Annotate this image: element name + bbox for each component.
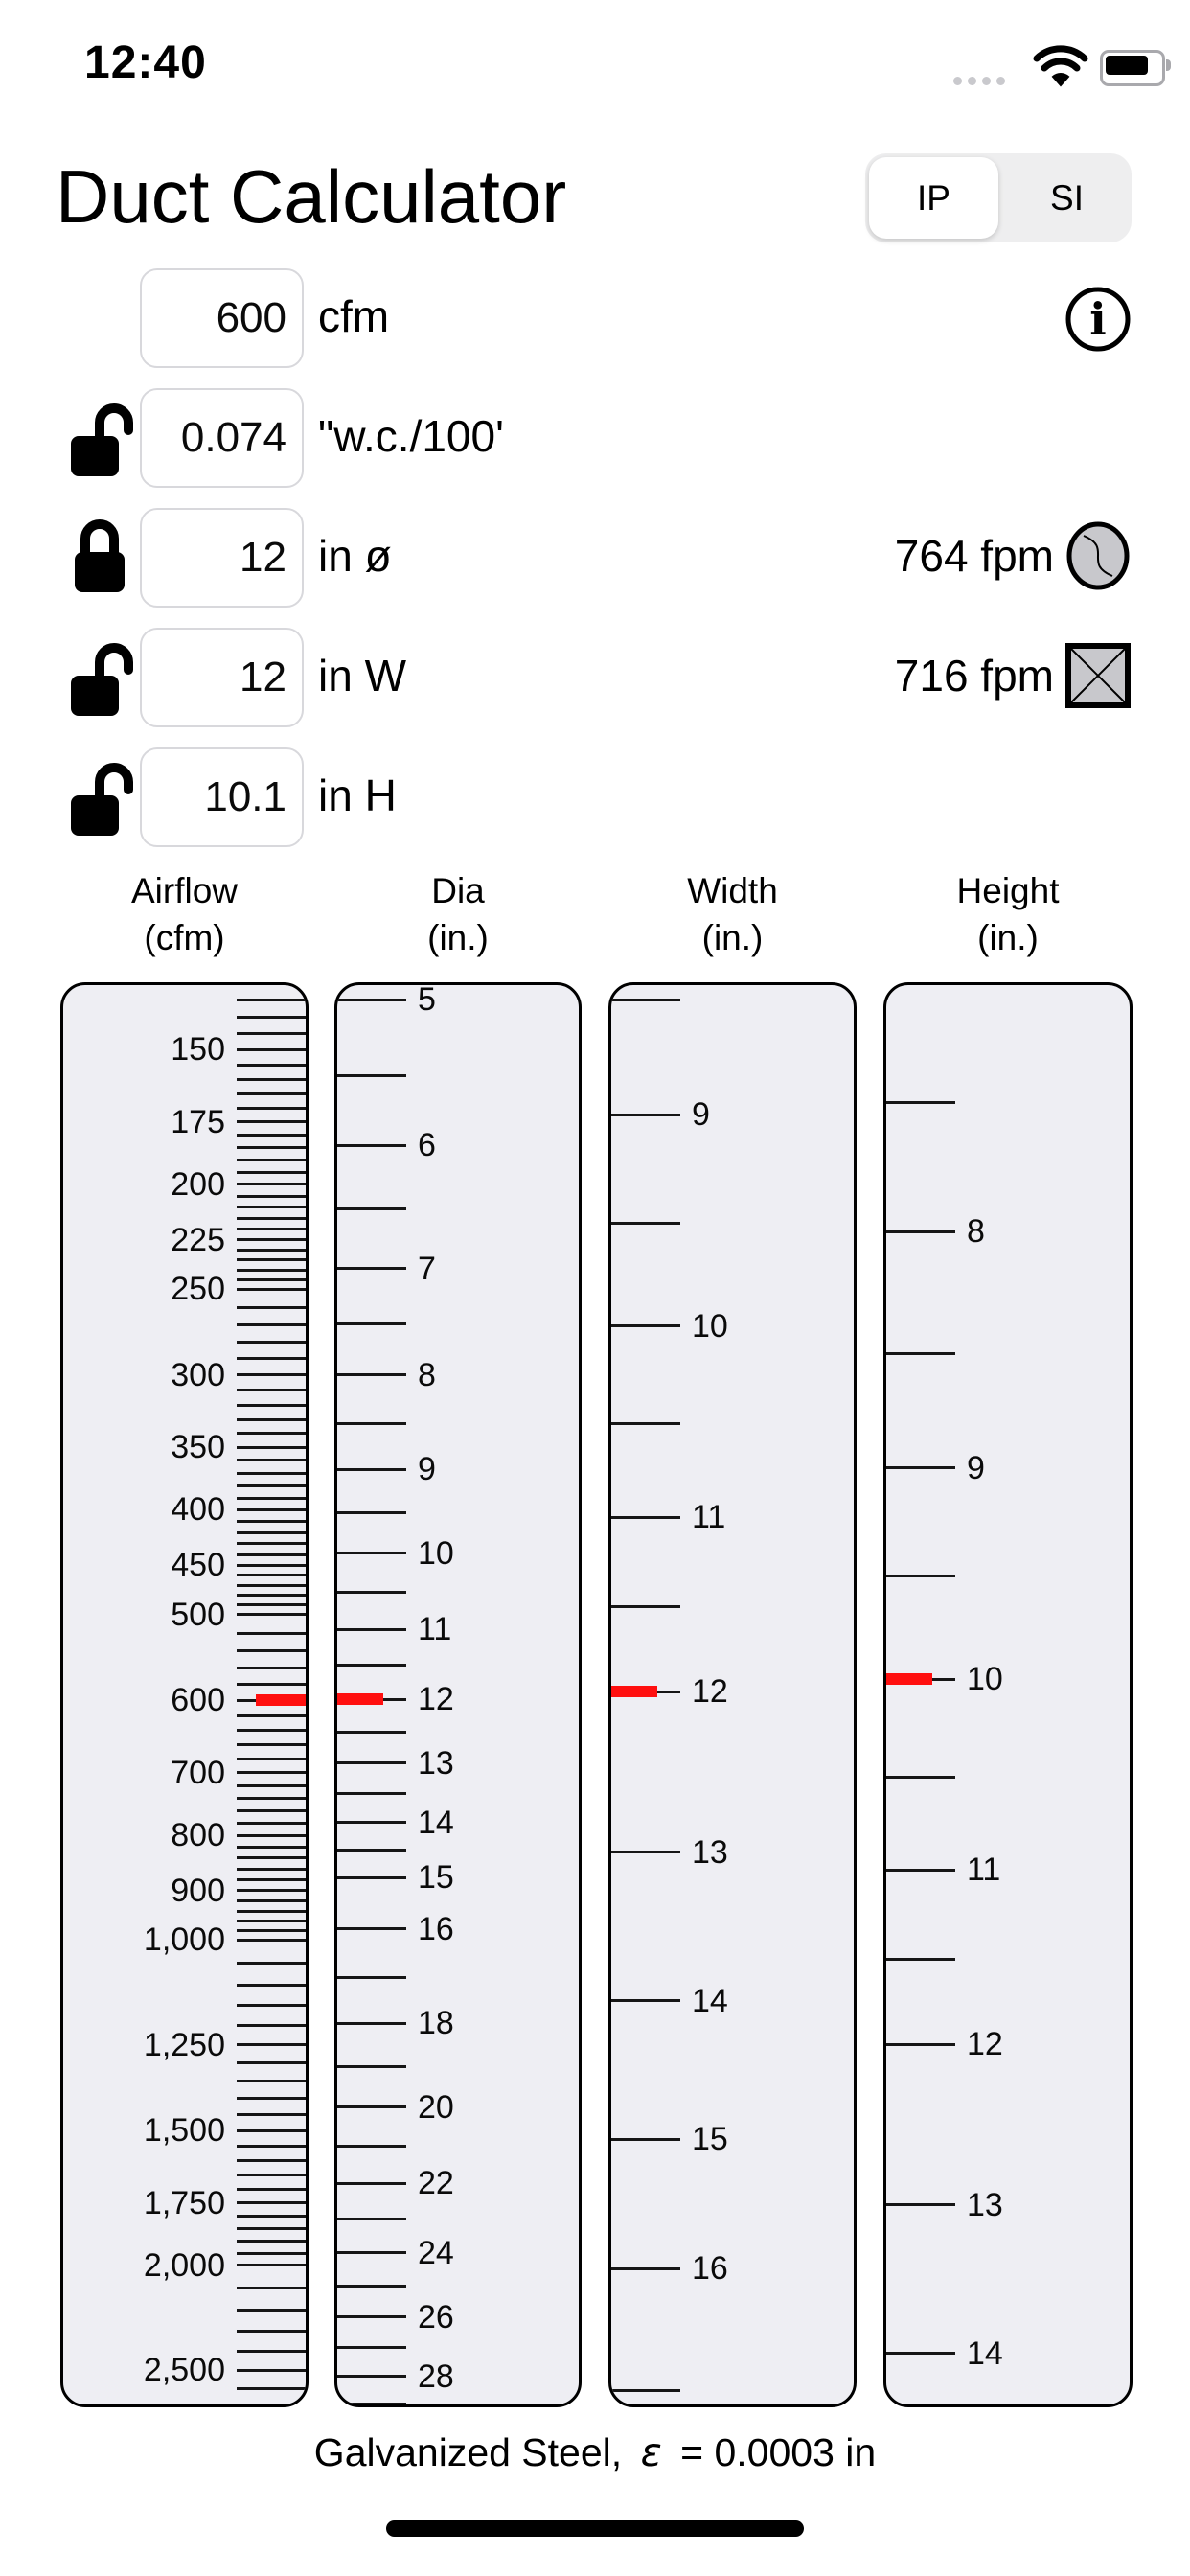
dia-tick-label: 22 bbox=[418, 2165, 454, 2202]
airflow-tick-label: 1,250 bbox=[143, 2026, 225, 2063]
width-tick-label: 13 bbox=[692, 1833, 728, 1871]
airflow-tick bbox=[237, 1107, 306, 1110]
dia-tick bbox=[337, 2065, 406, 2068]
airflow-tick-label: 600 bbox=[171, 1682, 225, 1719]
width-tick bbox=[611, 2389, 680, 2392]
airflow-tick-label: 1,750 bbox=[143, 2184, 225, 2221]
dia-tick bbox=[337, 1876, 406, 1879]
airflow-tick bbox=[237, 1418, 306, 1421]
height-tick bbox=[886, 1869, 955, 1872]
airflow-tick-label: 450 bbox=[171, 1547, 225, 1584]
height-tick bbox=[886, 2043, 955, 2046]
height-tick bbox=[886, 2352, 955, 2355]
airflow-field[interactable] bbox=[140, 268, 304, 368]
airflow-tick bbox=[237, 1146, 306, 1149]
airflow-tick bbox=[237, 1484, 306, 1487]
airflow-tick bbox=[237, 1048, 306, 1051]
dia-tick bbox=[337, 1591, 406, 1594]
dia-tick-label: 16 bbox=[418, 1910, 454, 1947]
width-tick bbox=[611, 1422, 680, 1425]
airflow-tick bbox=[237, 1306, 306, 1309]
width-velocity-result: 716 fpm bbox=[894, 651, 1054, 701]
airflow-tick-label: 500 bbox=[171, 1596, 225, 1633]
width-tick bbox=[611, 1999, 680, 2002]
dia-tick bbox=[337, 1322, 406, 1325]
airflow-tick bbox=[237, 1183, 306, 1185]
airflow-tick bbox=[237, 1920, 306, 1922]
airflow-tick bbox=[237, 1016, 306, 1019]
dia-tick bbox=[337, 2375, 406, 2378]
height-tick bbox=[886, 1230, 955, 1233]
airflow-tick bbox=[237, 1228, 306, 1230]
airflow-tick bbox=[237, 1032, 306, 1035]
airflow-tick bbox=[237, 1446, 306, 1449]
height-field[interactable] bbox=[140, 748, 304, 847]
width-tick bbox=[611, 1851, 680, 1853]
airflow-tick-label: 250 bbox=[171, 1271, 225, 1308]
width-scale-header: Width (in.) bbox=[687, 871, 778, 957]
width-tick-label: 15 bbox=[692, 2121, 728, 2158]
width-value[interactable]: 12 bbox=[240, 654, 286, 701]
airflow-tick bbox=[237, 1594, 306, 1597]
airflow-ruler[interactable] bbox=[60, 982, 309, 2407]
width-ruler[interactable] bbox=[608, 982, 857, 2407]
airflow-tick bbox=[237, 2080, 306, 2082]
airflow-tick bbox=[237, 1078, 306, 1081]
dia-tick-label: 26 bbox=[418, 2298, 454, 2335]
dia-tick bbox=[337, 2182, 406, 2185]
friction-field[interactable] bbox=[140, 388, 304, 488]
airflow-tick bbox=[237, 1574, 306, 1576]
dia-tick-label: 9 bbox=[418, 1451, 436, 1488]
cellular-dots-icon bbox=[953, 77, 1005, 85]
diameter-velocity-result: 764 fpm bbox=[894, 531, 1054, 581]
airflow-tick bbox=[237, 1120, 306, 1123]
airflow-tick bbox=[237, 1834, 306, 1837]
airflow-tick bbox=[237, 1531, 306, 1534]
height-tick-label: 10 bbox=[967, 1661, 1003, 1697]
lock-open-icon-friction[interactable] bbox=[67, 394, 132, 476]
dia-tick bbox=[337, 1511, 406, 1514]
dia-tick-label: 20 bbox=[418, 2088, 454, 2126]
airflow-tick bbox=[237, 2097, 306, 2100]
height-tick-label: 13 bbox=[967, 2186, 1003, 2223]
airflow-tick bbox=[237, 2129, 306, 2132]
airflow-tick bbox=[237, 2252, 306, 2255]
dia-tick bbox=[337, 1074, 406, 1077]
airflow-tick bbox=[237, 1542, 306, 1545]
width-tick bbox=[611, 999, 680, 1001]
round-duct-icon bbox=[1064, 521, 1133, 590]
dia-tick-label: 24 bbox=[418, 2234, 454, 2271]
airflow-tick bbox=[237, 1432, 306, 1435]
airflow-tick bbox=[237, 1584, 306, 1587]
airflow-tick bbox=[237, 1195, 306, 1198]
dia-current-indicator bbox=[337, 1693, 383, 1705]
lock-open-icon-height[interactable] bbox=[67, 753, 132, 836]
airflow-tick-label: 350 bbox=[171, 1429, 225, 1466]
dia-tick bbox=[337, 1144, 406, 1147]
airflow-tick bbox=[237, 1472, 306, 1475]
airflow-tick bbox=[237, 1404, 306, 1407]
width-tick bbox=[611, 1324, 680, 1327]
airflow-tick bbox=[237, 2287, 306, 2289]
height-tick-label: 8 bbox=[967, 1213, 985, 1251]
airflow-tick bbox=[237, 2061, 306, 2064]
airflow-tick-label: 2,000 bbox=[143, 2246, 225, 2284]
airflow-tick bbox=[237, 1667, 306, 1669]
dia-tick bbox=[337, 2218, 406, 2220]
dia-tick-label: 15 bbox=[418, 1859, 454, 1897]
dia-tick bbox=[337, 999, 406, 1001]
airflow-tick-label: 400 bbox=[171, 1491, 225, 1529]
airflow-tick bbox=[237, 1553, 306, 1556]
airflow-tick bbox=[237, 2350, 306, 2353]
width-tick-label: 12 bbox=[692, 1673, 728, 1711]
toggle-option-ip[interactable]: IP bbox=[869, 157, 998, 239]
dia-tick bbox=[337, 1976, 406, 1979]
rect-duct-icon bbox=[1064, 641, 1133, 710]
page-title: Duct Calculator bbox=[56, 154, 567, 239]
airflow-tick-label: 900 bbox=[171, 1872, 225, 1909]
dia-tick bbox=[337, 2285, 406, 2288]
width-tick-label: 11 bbox=[692, 1499, 726, 1536]
airflow-tick bbox=[237, 1809, 306, 1812]
airflow-tick-label: 225 bbox=[171, 1221, 225, 1258]
airflow-tick bbox=[237, 1771, 306, 1774]
width-tick bbox=[611, 1114, 680, 1116]
airflow-tick-label: 1,500 bbox=[143, 2112, 225, 2149]
airflow-tick bbox=[237, 1632, 306, 1635]
airflow-tick bbox=[237, 1962, 306, 1965]
dia-tick bbox=[337, 1552, 406, 1554]
width-tick-label: 14 bbox=[692, 1982, 728, 2019]
airflow-tick bbox=[237, 1797, 306, 1800]
dia-tick bbox=[337, 2022, 406, 2025]
width-tick bbox=[611, 2138, 680, 2141]
airflow-tick bbox=[237, 2188, 306, 2191]
dia-tick bbox=[337, 1373, 406, 1376]
airflow-tick bbox=[237, 1134, 306, 1137]
height-tick-label: 9 bbox=[967, 1449, 985, 1486]
airflow-tick bbox=[237, 2043, 306, 2046]
airflow-tick bbox=[237, 2227, 306, 2230]
height-value[interactable]: 10.1 bbox=[204, 773, 286, 820]
airflow-tick bbox=[237, 1939, 306, 1942]
lock-open-icon-width[interactable] bbox=[67, 633, 132, 716]
dia-tick-label: 13 bbox=[418, 1744, 454, 1782]
airflow-tick bbox=[237, 2113, 306, 2116]
friction-unit-label: "w.c./100' bbox=[318, 411, 504, 461]
airflow-tick bbox=[237, 1249, 306, 1252]
airflow-tick bbox=[237, 1846, 306, 1849]
airflow-tick bbox=[237, 2240, 306, 2242]
width-tick-label: 9 bbox=[692, 1096, 710, 1133]
airflow-tick bbox=[237, 2264, 306, 2266]
airflow-tick bbox=[237, 1238, 306, 1241]
airflow-tick-label: 300 bbox=[171, 1356, 225, 1393]
airflow-tick bbox=[237, 2330, 306, 2333]
airflow-tick bbox=[237, 1889, 306, 1892]
airflow-tick-label: 800 bbox=[171, 1817, 225, 1854]
airflow-tick bbox=[237, 1159, 306, 1162]
airflow-tick bbox=[237, 1341, 306, 1344]
dia-tick-label: 10 bbox=[418, 1534, 454, 1572]
airflow-tick bbox=[237, 1743, 306, 1746]
diameter-field[interactable] bbox=[140, 508, 304, 608]
dia-tick bbox=[337, 2315, 406, 2318]
airflow-tick bbox=[237, 1613, 306, 1616]
airflow-tick bbox=[237, 1984, 306, 1987]
wifi-icon bbox=[1031, 42, 1090, 88]
width-current-indicator bbox=[611, 1686, 657, 1697]
width-tick bbox=[611, 1222, 680, 1225]
airflow-tick-label: 700 bbox=[171, 1754, 225, 1791]
dia-tick bbox=[337, 2251, 406, 2254]
airflow-tick bbox=[237, 1758, 306, 1760]
airflow-tick bbox=[237, 1288, 306, 1291]
airflow-tick bbox=[237, 2309, 306, 2312]
airflow-tick bbox=[237, 1459, 306, 1461]
dia-tick bbox=[337, 1927, 406, 1930]
dia-tick bbox=[337, 1761, 406, 1764]
height-tick bbox=[886, 1958, 955, 1961]
dia-tick bbox=[337, 1849, 406, 1852]
height-tick-label: 14 bbox=[967, 2334, 1003, 2372]
airflow-tick bbox=[237, 1683, 306, 1686]
dia-tick-label: 5 bbox=[418, 982, 436, 1018]
dia-scale-header: Dia (in.) bbox=[427, 871, 489, 957]
airflow-tick bbox=[237, 1171, 306, 1174]
airflow-tick-label: 175 bbox=[171, 1103, 225, 1140]
height-tick bbox=[886, 1101, 955, 1104]
airflow-value[interactable]: 600 bbox=[216, 294, 286, 341]
airflow-tick bbox=[237, 1910, 306, 1913]
dia-tick-label: 8 bbox=[418, 1356, 436, 1393]
airflow-tick bbox=[237, 2387, 306, 2390]
airflow-tick bbox=[237, 1258, 306, 1261]
airflow-tick bbox=[237, 2024, 306, 2027]
airflow-tick bbox=[237, 2145, 306, 2148]
diameter-value[interactable]: 12 bbox=[240, 534, 286, 581]
airflow-tick bbox=[237, 1729, 306, 1732]
width-tick-label: 16 bbox=[692, 2250, 728, 2288]
height-tick bbox=[886, 1575, 955, 1577]
airflow-tick bbox=[237, 1856, 306, 1859]
height-tick bbox=[886, 1352, 955, 1355]
airflow-tick bbox=[237, 1064, 306, 1067]
toggle-option-si[interactable]: SI bbox=[1050, 178, 1084, 218]
height-tick-label: 12 bbox=[967, 2026, 1003, 2063]
airflow-tick bbox=[237, 1784, 306, 1787]
airflow-tick bbox=[237, 2215, 306, 2218]
height-unit-label: in H bbox=[318, 770, 397, 820]
airflow-tick bbox=[237, 1714, 306, 1717]
dia-tick-label: 18 bbox=[418, 2005, 454, 2042]
dia-tick bbox=[337, 1468, 406, 1471]
width-tick-label: 10 bbox=[692, 1307, 728, 1345]
airflow-tick bbox=[237, 2159, 306, 2162]
airflow-tick bbox=[237, 1564, 306, 1567]
airflow-tick bbox=[237, 1520, 306, 1523]
airflow-tick bbox=[237, 1092, 306, 1095]
diameter-unit-label: in ø bbox=[318, 531, 392, 581]
dia-tick bbox=[337, 2346, 406, 2349]
dia-tick bbox=[337, 1821, 406, 1824]
dia-tick-label: 7 bbox=[418, 1250, 436, 1287]
airflow-tick bbox=[237, 1389, 306, 1392]
airflow-tick-label: 1,000 bbox=[143, 1921, 225, 1959]
dia-tick-label: 11 bbox=[418, 1611, 452, 1648]
dia-tick bbox=[337, 1731, 406, 1734]
dia-tick bbox=[337, 1628, 406, 1631]
airflow-tick bbox=[237, 1357, 306, 1360]
info-circle-icon[interactable] bbox=[1064, 285, 1133, 354]
height-scale-header: Height (in.) bbox=[956, 871, 1060, 957]
airflow-tick bbox=[237, 1899, 306, 1902]
airflow-tick bbox=[237, 2201, 306, 2204]
airflow-tick bbox=[237, 2369, 306, 2372]
dia-tick bbox=[337, 1267, 406, 1270]
airflow-tick bbox=[237, 1822, 306, 1825]
airflow-tick-label: 150 bbox=[171, 1031, 225, 1068]
airflow-tick bbox=[237, 1323, 306, 1326]
lock-closed-icon-diameter[interactable] bbox=[67, 514, 132, 596]
height-ruler[interactable] bbox=[883, 982, 1133, 2407]
airflow-tick bbox=[237, 1649, 306, 1652]
width-tick bbox=[611, 1605, 680, 1608]
airflow-tick bbox=[237, 1497, 306, 1500]
dia-tick bbox=[337, 1664, 406, 1667]
dia-tick-label: 6 bbox=[418, 1127, 436, 1164]
home-indicator[interactable] bbox=[386, 2520, 804, 2537]
airflow-tick bbox=[237, 1603, 306, 1606]
dia-ruler[interactable] bbox=[334, 982, 582, 2407]
status-time: 12:40 bbox=[84, 37, 207, 88]
airflow-current-indicator bbox=[256, 1694, 306, 1706]
airflow-tick-label: 2,500 bbox=[143, 2352, 225, 2389]
airflow-tick bbox=[237, 1373, 306, 1376]
unit-system-toggle bbox=[865, 153, 1132, 242]
airflow-tick bbox=[237, 1508, 306, 1511]
svg-text:i: i bbox=[1089, 293, 1107, 345]
airflow-tick bbox=[237, 2004, 306, 2007]
airflow-tick bbox=[237, 1868, 306, 1871]
friction-value[interactable]: 0.074 bbox=[180, 414, 286, 461]
width-unit-label: in W bbox=[318, 651, 406, 701]
airflow-tick bbox=[237, 1217, 306, 1220]
dia-tick-label: 12 bbox=[418, 1681, 454, 1717]
airflow-scale-header: Airflow (cfm) bbox=[130, 871, 239, 957]
airflow-tick bbox=[237, 1878, 306, 1881]
airflow-unit-label: cfm bbox=[318, 291, 390, 341]
airflow-tick bbox=[237, 999, 306, 1001]
width-field[interactable] bbox=[140, 628, 304, 727]
airflow-tick bbox=[237, 1929, 306, 1932]
material-label: Galvanized Steel, ε = 0.0003 in bbox=[313, 2429, 877, 2475]
dia-tick bbox=[337, 1792, 406, 1795]
height-tick bbox=[886, 1466, 955, 1469]
dia-tick bbox=[337, 1422, 406, 1425]
dia-tick bbox=[337, 2403, 406, 2405]
height-tick-label: 11 bbox=[967, 1852, 1001, 1889]
height-tick bbox=[886, 2203, 955, 2206]
dia-tick bbox=[337, 1208, 406, 1210]
airflow-tick bbox=[237, 2174, 306, 2176]
height-tick bbox=[886, 1776, 955, 1779]
airflow-tick bbox=[237, 1278, 306, 1281]
dia-tick bbox=[337, 2145, 406, 2148]
airflow-tick bbox=[237, 1269, 306, 1272]
dia-tick bbox=[337, 2105, 406, 2108]
dia-tick-label: 14 bbox=[418, 1804, 454, 1841]
width-tick bbox=[611, 2267, 680, 2270]
width-tick bbox=[611, 1516, 680, 1519]
dia-tick-label: 28 bbox=[418, 2358, 454, 2395]
airflow-tick bbox=[237, 1206, 306, 1208]
airflow-tick-label: 200 bbox=[171, 1165, 225, 1203]
height-current-indicator bbox=[886, 1673, 932, 1685]
